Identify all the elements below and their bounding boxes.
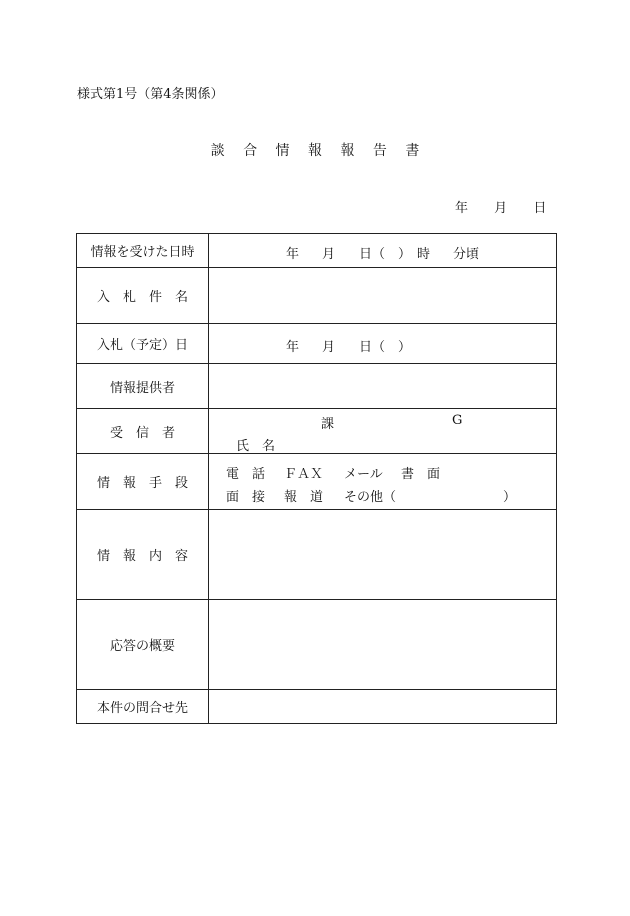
row-label-received-datetime: 情報を受けた日時 — [77, 234, 209, 268]
table-row — [77, 690, 557, 724]
title-char: 合 — [243, 143, 258, 159]
received-hour: 時 — [417, 247, 431, 262]
bid-name-field[interactable] — [209, 268, 557, 324]
row-label-info-means: 情 報 手 段 — [77, 454, 209, 510]
document-title — [0, 140, 630, 160]
receiver-group: G — [452, 413, 463, 428]
form-number: 様式第1号（第4条関係） — [77, 87, 224, 102]
date-month-label: 月 — [494, 201, 508, 216]
row-label-bid-date: 入札（予定）日 — [77, 324, 209, 364]
received-day: 日（ ） — [359, 247, 412, 262]
means-document[interactable]: 書 面 — [401, 467, 441, 482]
response-summary-field[interactable] — [209, 600, 557, 690]
row-label-informant: 情報提供者 — [77, 364, 209, 409]
row-label-receiver: 受 信 者 — [77, 409, 209, 454]
means-interview[interactable]: 面 接 — [226, 490, 266, 505]
receiver-name-label: 氏 名 — [236, 439, 276, 454]
means-other-close: ） — [503, 490, 517, 505]
table-row — [77, 510, 557, 600]
row-label-info-content: 情 報 内 容 — [77, 510, 209, 600]
receiver-field[interactable] — [209, 409, 557, 454]
means-email[interactable]: メール — [344, 467, 383, 482]
informant-field[interactable] — [209, 364, 557, 409]
received-year: 年 — [286, 247, 300, 262]
title-char: 報 — [308, 143, 322, 159]
date-year-label: 年 — [455, 201, 469, 216]
row-label-contact: 本件の問合せ先 — [77, 690, 209, 724]
title-char: 報 — [340, 143, 355, 159]
info-content-field[interactable] — [209, 510, 557, 600]
table-row — [77, 234, 557, 268]
means-fax[interactable]: ＦＡＸ — [284, 467, 324, 482]
table-row — [77, 454, 557, 510]
title-char: 告 — [372, 143, 387, 159]
report-date — [455, 197, 546, 216]
table-row — [77, 324, 557, 364]
contact-field[interactable] — [209, 690, 557, 724]
table-row — [77, 364, 557, 409]
means-other[interactable]: その他（ — [344, 490, 397, 505]
bid-year: 年 — [286, 340, 300, 355]
bid-day: 日（ ） — [359, 340, 412, 355]
title-char: 談 — [210, 143, 225, 159]
means-phone[interactable]: 電 話 — [226, 467, 266, 482]
row-label-bid-name: 入 札 件 名 — [77, 268, 209, 324]
received-minute: 分頃 — [453, 247, 480, 262]
bid-date-field[interactable] — [209, 324, 557, 364]
info-means-field — [209, 454, 557, 510]
table-row — [77, 409, 557, 454]
title-char: 情 — [275, 143, 290, 159]
table-row — [77, 600, 557, 690]
report-table — [76, 233, 557, 724]
row-label-response-summary: 応答の概要 — [77, 600, 209, 690]
date-day-label: 日 — [533, 201, 547, 216]
title-char: 書 — [405, 143, 420, 159]
received-month: 月 — [322, 247, 336, 262]
means-news[interactable]: 報 道 — [284, 490, 324, 505]
table-row — [77, 268, 557, 324]
receiver-section: 課 — [321, 417, 335, 432]
received-datetime-field[interactable] — [209, 234, 557, 268]
bid-month: 月 — [322, 340, 336, 355]
